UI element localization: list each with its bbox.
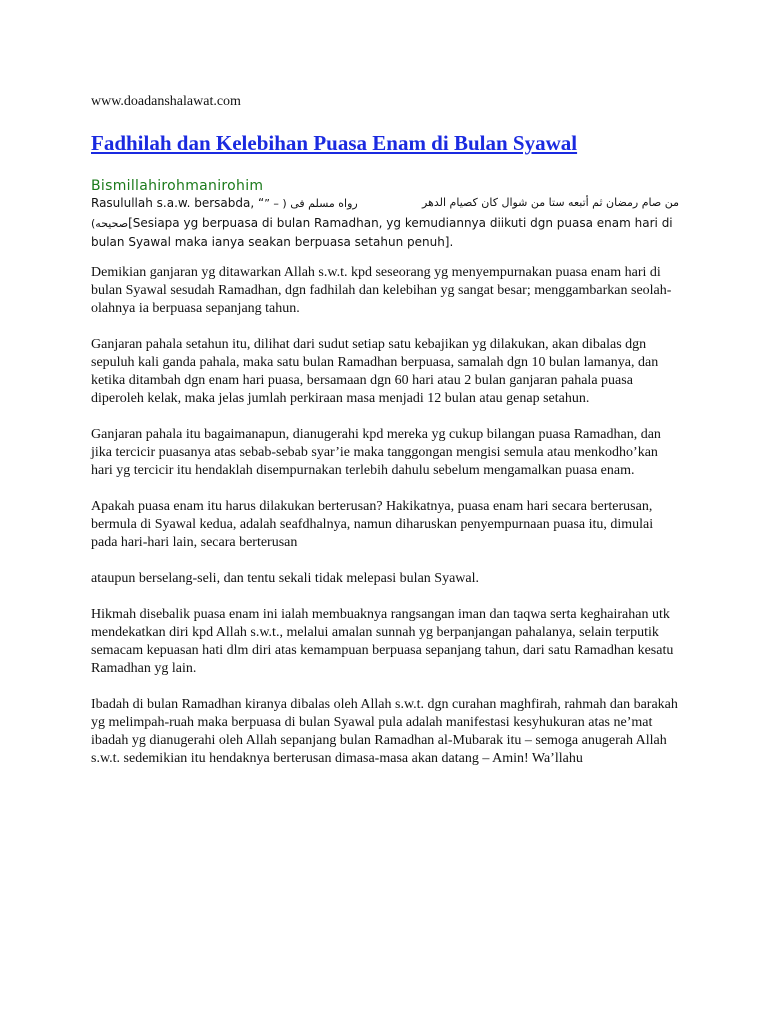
hadith-block xyxy=(91,193,679,252)
paragraph: Hikmah disebalik puasa enam ini ialah membuaknya rangsangan iman dan taqwa serta keghairahan utk mendekatkan diri kpd Allah s.w.t., melalui amalan sunnah yg berpanjangan pahalanya, selain terputik semacam kepuasan hati dlm diri atas kemampuan berpuasa sepanjang tahun, dari satu Ramadhan kesatu Ramadhan yg lain. xyxy=(91,607,674,676)
hadith-second-line xyxy=(91,213,679,233)
bismillah-line: Bismillahirohmanirohim xyxy=(91,178,264,194)
hadith-citation: رواه مسلم فى ( – ” xyxy=(264,197,358,210)
article-title-link[interactable]: Fadhilah dan Kelebihan Puasa Enam di Bulan Syawal xyxy=(91,131,578,155)
hadith-arabic-text: من صام رمضان ثم أتبعه ستا من شوال كان كصيام الدهر xyxy=(421,196,679,209)
hadith-translation-1: [Sesiapa yg berpuasa di bulan Ramadhan, yg kemudiannya diikuti dgn puasa enam hari di xyxy=(128,216,673,230)
hadith-first-line xyxy=(91,193,679,213)
hadith-arabic-tail: صحيحه) xyxy=(91,217,129,230)
paragraph: Apakah puasa enam itu harus dilakukan berterusan? Hakikatnya, puasa enam hari secara berterusan, bermula di Syawal kedua, adalah seafdhalnya, namun diharuskan penyempurnaan puasa itu, dimulai pada hari-hari lain, secara berterusan xyxy=(91,499,654,550)
site-url: www.doadanshalawat.com xyxy=(91,94,241,109)
paragraph: Demikian ganjaran yg ditawarkan Allah s.w.t. kpd seseorang yg menyempurnakan puasa enam hari di bulan Syawal sesudah Ramadhan, dgn fadhilah dan kelebihan yg sangat besar; menggambarkan seolah-olahnya ia berpuasa sepanjang tahun. xyxy=(91,265,672,316)
paragraph: ataupun berselang-seli, dan tentu sekali tidak melepasi bulan Syawal. xyxy=(91,571,479,586)
paragraph: Ganjaran pahala setahun itu, dilihat dari sudut setiap satu kebajikan yg dilakukan, akan dibalas dgn sepuluh kali ganda pahala, maka satu bulan Ramadhan berpuasa, samalah dgn 10 bulan lamanya, dan ketika ditambah dgn enam hari puasa, bersamaan dgn 60 hari atau 2 bulan ganjaran pahala puasa diperoleh kelak, maka jelas jumlah perkiraan masa menjadi 12 bulan atau genap setahun. xyxy=(91,337,659,406)
paragraph: Ganjaran pahala itu bagaimanapun, dianugerahi kpd mereka yg cukup bilangan puasa Ramadhan, dan jika tercicir puasanya atas sebab-sebab syar’ie maka tanggongan mengisi semula atau menkodho’kan hari yg tercicir itu hendaklah disempurnakan terlebih dahulu sebelum mengamalkan puasa enam. xyxy=(91,427,661,478)
hadith-intro: Rasulullah s.a.w. bersabda, “ xyxy=(91,196,265,210)
hadith-translation-2: bulan Syawal maka ianya seakan berpuasa setahun penuh]. xyxy=(91,235,454,249)
article-body xyxy=(91,264,681,786)
paragraph: Ibadah di bulan Ramadhan kiranya dibalas oleh Allah s.w.t. dgn curahan maghfirah, rahmah dan barakah yg melimpah-ruah maka berpuasa di bulan Syawal pula adalah manifestasi kesyhukuran atas ne’mat ibadah yg dianugerahi oleh Allah sepanjang bulan Ramadhan al-Mubarak itu – semoga anugerah Allah s.w.t. sedemikian itu hendaknya berterusan dimasa-masa akan datang – Amin! Wa’llahu xyxy=(91,697,678,766)
